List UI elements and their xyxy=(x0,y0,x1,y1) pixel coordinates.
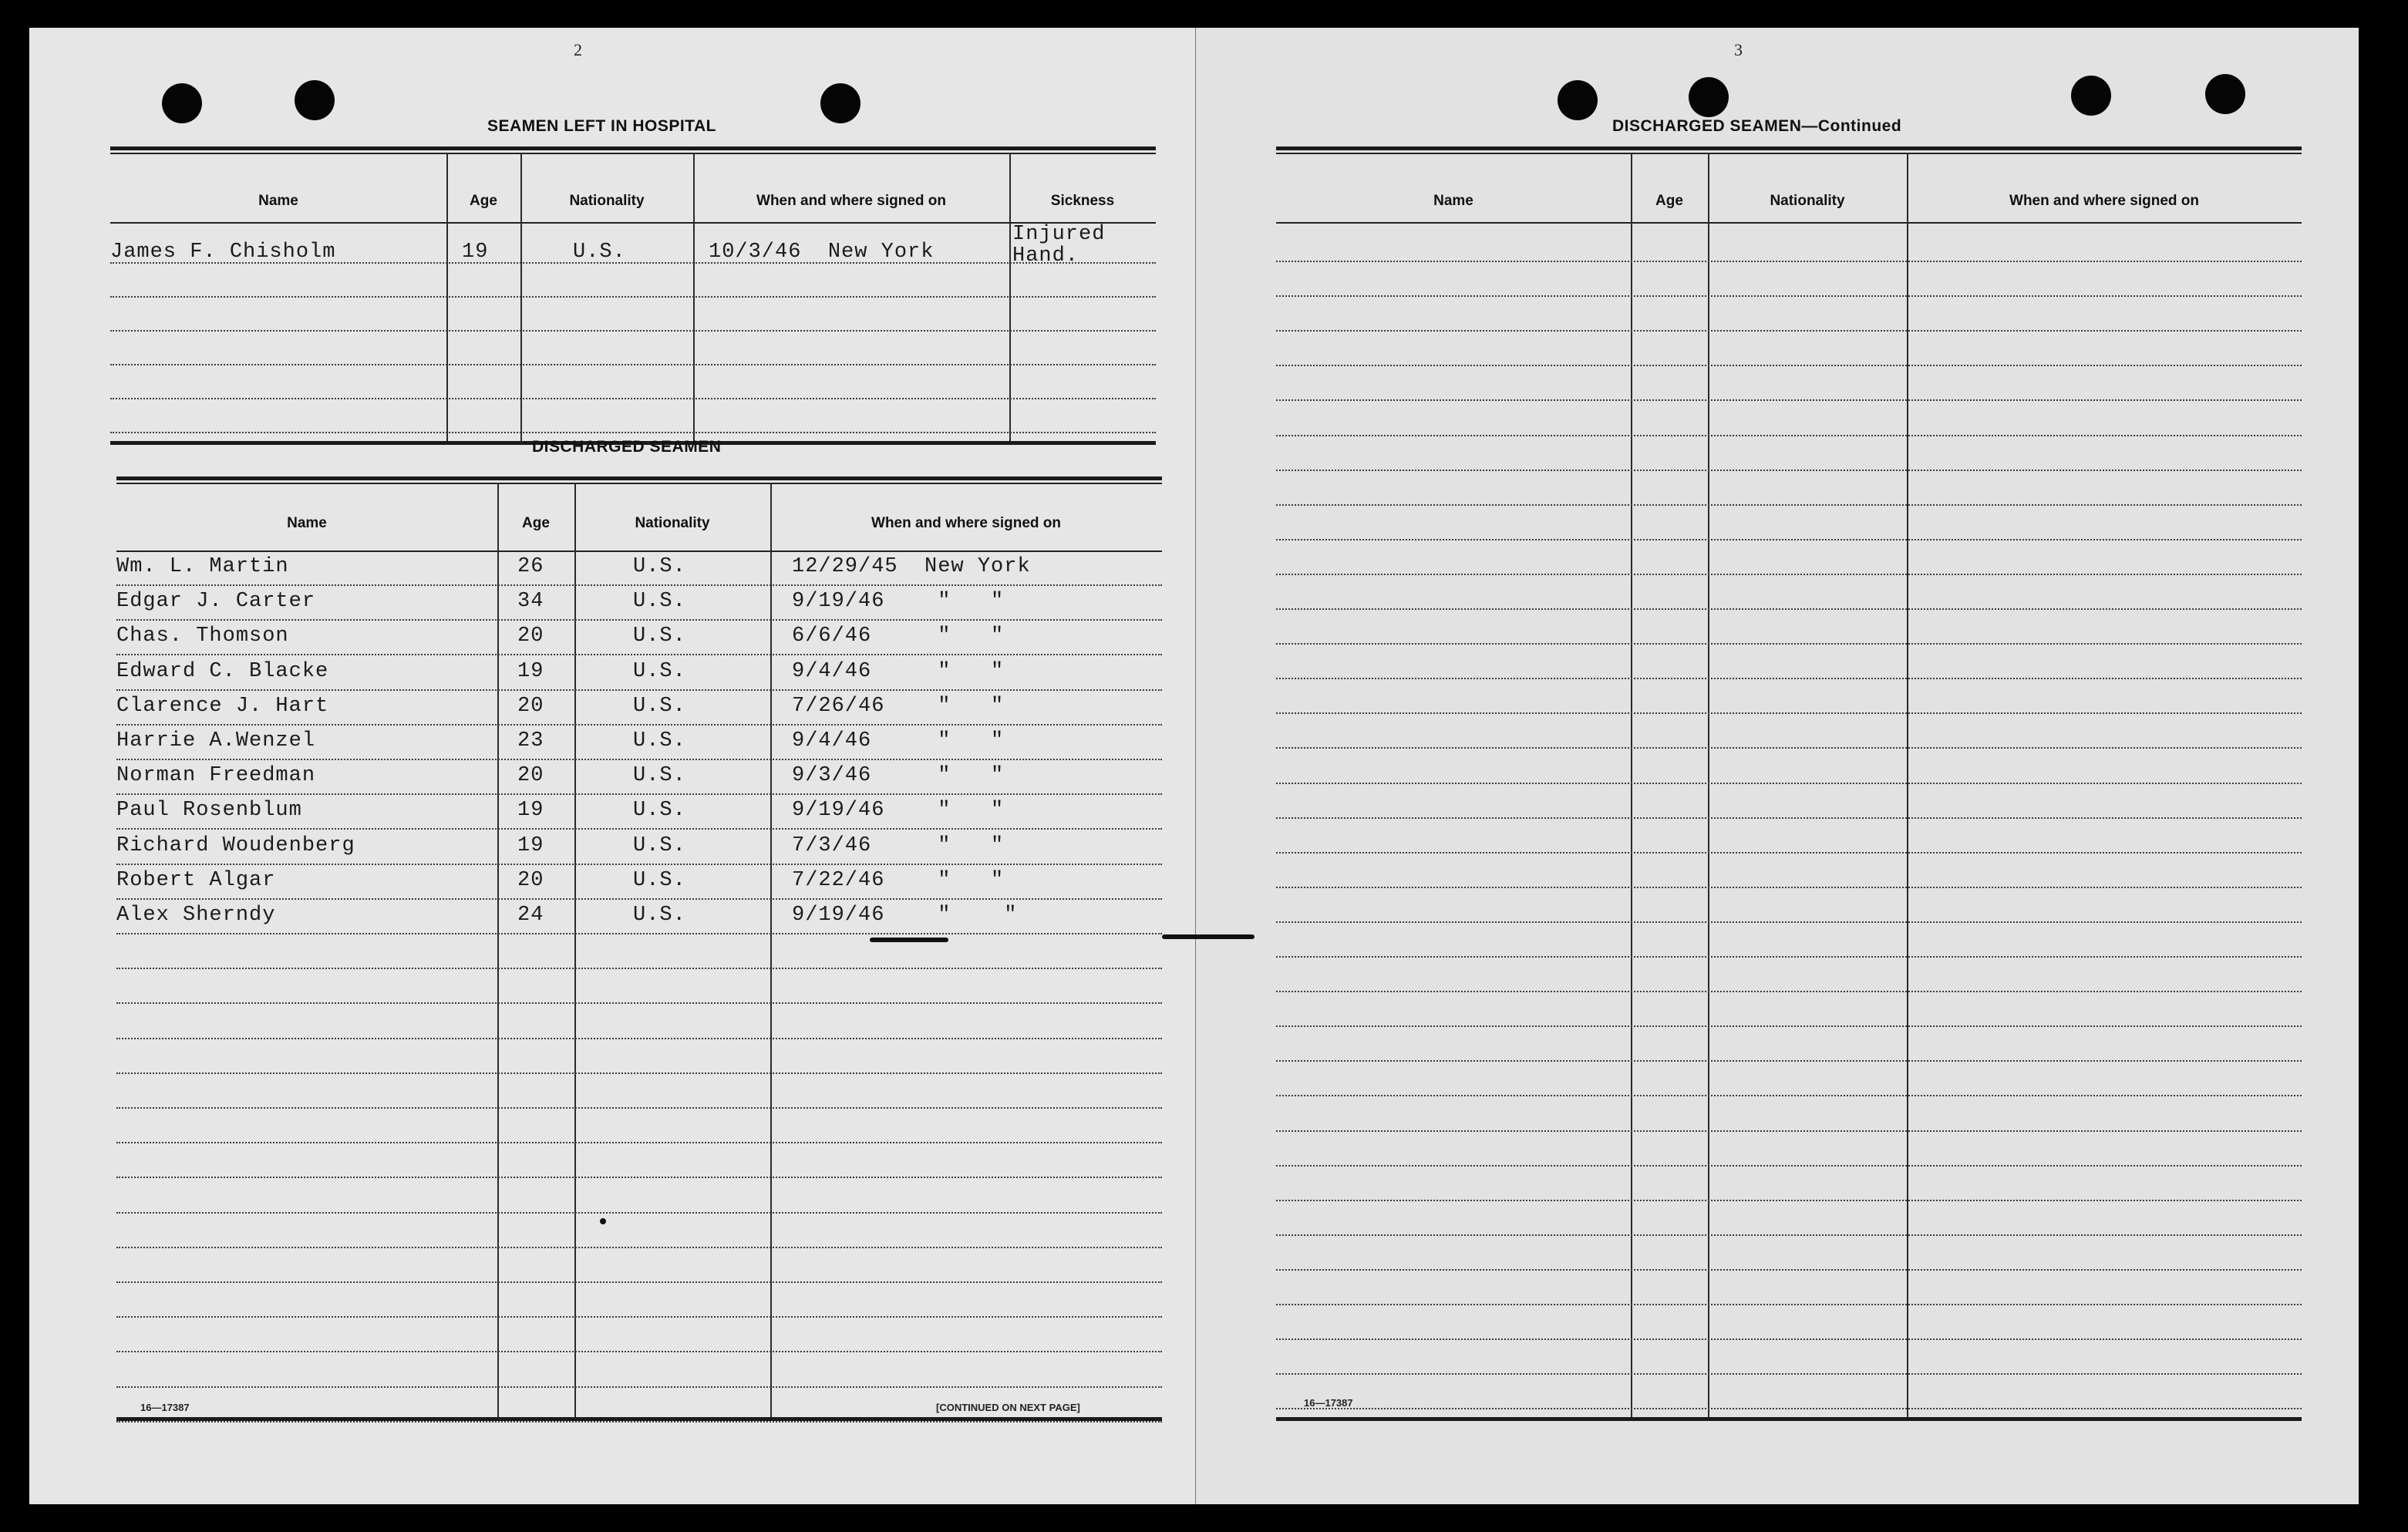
row-rule xyxy=(116,1002,1162,1004)
row-rule xyxy=(1276,817,2302,819)
punch-hole xyxy=(295,80,335,120)
discharged-signed-on-cell: 9/3/46 " " xyxy=(792,764,1005,787)
discharged-age-cell: 20 xyxy=(517,695,544,718)
discharged-age-cell: 19 xyxy=(517,660,544,683)
row-rule xyxy=(1276,539,2302,540)
row-rule xyxy=(116,1142,1162,1143)
row-rule xyxy=(1276,1165,2302,1167)
row-rule xyxy=(116,968,1162,969)
row-rule xyxy=(116,898,1162,900)
discharged-col-nationality: Nationality xyxy=(635,515,710,531)
discharged-table xyxy=(116,476,1162,1423)
row-rule xyxy=(1276,365,2302,366)
hospital-section-title: SEAMEN LEFT IN HOSPITAL xyxy=(487,117,716,135)
discharged-nationality-cell: U.S. xyxy=(633,904,686,927)
row-rule xyxy=(1276,608,2302,610)
discharged-signed-on-cell: 7/22/46 " " xyxy=(792,869,1005,892)
continued-section-title: DISCHARGED SEAMEN—Continued xyxy=(1612,117,1902,135)
row-rule xyxy=(116,1038,1162,1039)
row-rule xyxy=(116,864,1162,865)
continued-col-age: Age xyxy=(1655,193,1683,209)
row-rule xyxy=(116,724,1162,726)
row-rule xyxy=(1276,1095,2302,1096)
row-rule xyxy=(1276,1304,2302,1305)
row-rule xyxy=(1276,1025,2302,1027)
hospital-table xyxy=(110,146,1156,447)
row-rule xyxy=(1276,1338,2302,1340)
discharged-nationality-cell: U.S. xyxy=(633,764,686,787)
row-rule xyxy=(1276,295,2302,297)
row-rule xyxy=(1276,504,2302,506)
row-rule xyxy=(1276,399,2302,401)
row-rule xyxy=(116,584,1162,586)
hospital-col-signed-on: When and where signed on xyxy=(756,193,946,209)
row-rule xyxy=(1276,435,2302,436)
row-rule xyxy=(116,1212,1162,1214)
discharged-nationality-cell: U.S. xyxy=(633,625,686,648)
continued-col-nationality: Nationality xyxy=(1770,193,1845,209)
punch-hole xyxy=(1689,77,1729,117)
row-rule xyxy=(1276,1060,2302,1062)
discharged-age-cell: 20 xyxy=(517,625,544,648)
discharged-name-cell: Norman Freedman xyxy=(116,764,316,787)
row-rule xyxy=(1276,574,2302,575)
discharged-nationality-cell: U.S. xyxy=(633,869,686,892)
left-page xyxy=(29,28,1197,1504)
hospital-name-cell: James F. Chisholm xyxy=(110,241,336,264)
ink-dash xyxy=(1162,934,1255,939)
row-rule xyxy=(1276,1408,2302,1409)
row-rule xyxy=(116,793,1162,795)
discharged-nationality-cell: U.S. xyxy=(633,660,686,683)
row-rule xyxy=(1276,887,2302,888)
discharged-nationality-cell: U.S. xyxy=(633,695,686,718)
row-rule xyxy=(116,1072,1162,1074)
row-rule xyxy=(1276,1373,2302,1375)
row-rule xyxy=(1276,921,2302,923)
punch-hole xyxy=(1558,80,1598,120)
hospital-sickness-cell: Injured Hand. xyxy=(1012,223,1106,268)
row-rule xyxy=(1276,712,2302,714)
row-rule xyxy=(116,1247,1162,1248)
row-rule xyxy=(116,933,1162,934)
row-rule xyxy=(116,1281,1162,1283)
right-page xyxy=(1196,28,2359,1504)
discharged-signed-on-cell: 9/4/46 " " xyxy=(792,660,1005,683)
discharged-age-cell: 19 xyxy=(517,799,544,822)
row-rule xyxy=(1276,643,2302,645)
discharged-signed-on-cell: 9/19/46 " " xyxy=(792,799,1005,822)
row-rule xyxy=(116,1316,1162,1318)
hospital-age-cell: 19 xyxy=(462,241,489,264)
discharged-age-cell: 20 xyxy=(517,869,544,892)
punch-hole xyxy=(2071,76,2111,116)
discharged-section-title: DISCHARGED SEAMEN xyxy=(532,438,722,456)
discharged-age-cell: 23 xyxy=(517,729,544,753)
discharged-name-cell: Richard Woudenberg xyxy=(116,834,355,857)
row-rule xyxy=(116,1386,1162,1388)
discharged-age-cell: 24 xyxy=(517,904,544,927)
hospital-col-nationality: Nationality xyxy=(569,193,645,209)
row-rule xyxy=(1276,852,2302,854)
row-rule xyxy=(116,1421,1162,1423)
discharged-signed-on-cell: 9/19/46 " " xyxy=(792,904,1018,927)
discharged-nationality-cell: U.S. xyxy=(633,799,686,822)
row-rule xyxy=(1276,330,2302,332)
page-number: 3 xyxy=(1734,40,1743,59)
discharged-signed-on-cell: 7/3/46 " " xyxy=(792,834,1005,857)
discharged-signed-on-cell: 12/29/45 New York xyxy=(792,555,1031,578)
discharged-age-cell: 20 xyxy=(517,764,544,787)
discharged-age-cell: 19 xyxy=(517,834,544,857)
row-rule xyxy=(1276,261,2302,262)
discharged-signed-on-cell: 9/19/46 " " xyxy=(792,590,1005,613)
row-rule xyxy=(116,828,1162,830)
ink-dash xyxy=(870,938,948,942)
discharged-nationality-cell: U.S. xyxy=(633,590,686,613)
row-rule xyxy=(1276,747,2302,749)
hospital-nationality-cell: U.S. xyxy=(573,241,626,264)
discharged-name-cell: Edward C. Blacke xyxy=(116,660,329,683)
continued-col-signed-on: When and where signed on xyxy=(2009,193,2199,209)
row-rule xyxy=(116,1351,1162,1352)
page-number: 2 xyxy=(574,40,582,59)
discharged-nationality-cell: U.S. xyxy=(633,555,686,578)
discharged-name-cell: Paul Rosenblum xyxy=(116,799,302,822)
continued-col-name: Name xyxy=(1433,193,1473,209)
row-rule xyxy=(1276,1130,2302,1132)
form-number: 16—17387 xyxy=(140,1402,190,1413)
ink-speck xyxy=(600,1218,606,1224)
discharged-signed-on-cell: 7/26/46 " " xyxy=(792,695,1005,718)
discharged-nationality-cell: U.S. xyxy=(633,834,686,857)
form-number: 16—17387 xyxy=(1304,1397,1353,1409)
row-rule xyxy=(1276,956,2302,958)
discharged-name-cell: Edgar J. Carter xyxy=(116,590,316,613)
discharged-name-cell: Robert Algar xyxy=(116,869,276,892)
discharged-name-cell: Chas. Thomson xyxy=(116,625,289,648)
discharged-col-signed-on: When and where signed on xyxy=(871,515,1061,531)
discharged-name-cell: Clarence J. Hart xyxy=(116,695,329,718)
row-rule xyxy=(116,1177,1162,1178)
row-rule xyxy=(116,619,1162,621)
row-rule xyxy=(1276,470,2302,471)
discharged-col-name: Name xyxy=(287,515,327,531)
punch-hole xyxy=(2205,74,2245,114)
row-rule xyxy=(116,689,1162,691)
hospital-col-sickness: Sickness xyxy=(1050,193,1115,209)
continued-note: [CONTINUED ON NEXT PAGE] xyxy=(936,1402,1080,1413)
row-rule xyxy=(116,759,1162,760)
punch-hole xyxy=(820,83,860,123)
punch-hole xyxy=(162,83,202,123)
discharged-col-age: Age xyxy=(522,515,550,531)
hospital-col-age: Age xyxy=(470,193,497,209)
discharged-age-cell: 34 xyxy=(517,590,544,613)
discharged-age-cell: 26 xyxy=(517,555,544,578)
discharged-continued-table xyxy=(1276,146,2302,1423)
discharged-name-cell: Harrie A.Wenzel xyxy=(116,729,316,753)
row-rule xyxy=(116,654,1162,655)
hospital-signed-on-cell: 10/3/46 New York xyxy=(709,241,935,264)
hospital-col-name: Name xyxy=(258,193,298,209)
discharged-name-cell: Alex Sherndy xyxy=(116,904,276,927)
row-rule xyxy=(116,1107,1162,1109)
row-rule xyxy=(1276,991,2302,992)
row-rule xyxy=(1276,1269,2302,1271)
discharged-name-cell: Wm. L. Martin xyxy=(116,555,289,578)
discharged-signed-on-cell: 6/6/46 " " xyxy=(792,625,1005,648)
row-rule xyxy=(1276,678,2302,679)
row-rule xyxy=(1276,1234,2302,1236)
discharged-signed-on-cell: 9/4/46 " " xyxy=(792,729,1005,753)
row-rule xyxy=(1276,1200,2302,1201)
row-rule xyxy=(1276,783,2302,784)
discharged-nationality-cell: U.S. xyxy=(633,729,686,753)
